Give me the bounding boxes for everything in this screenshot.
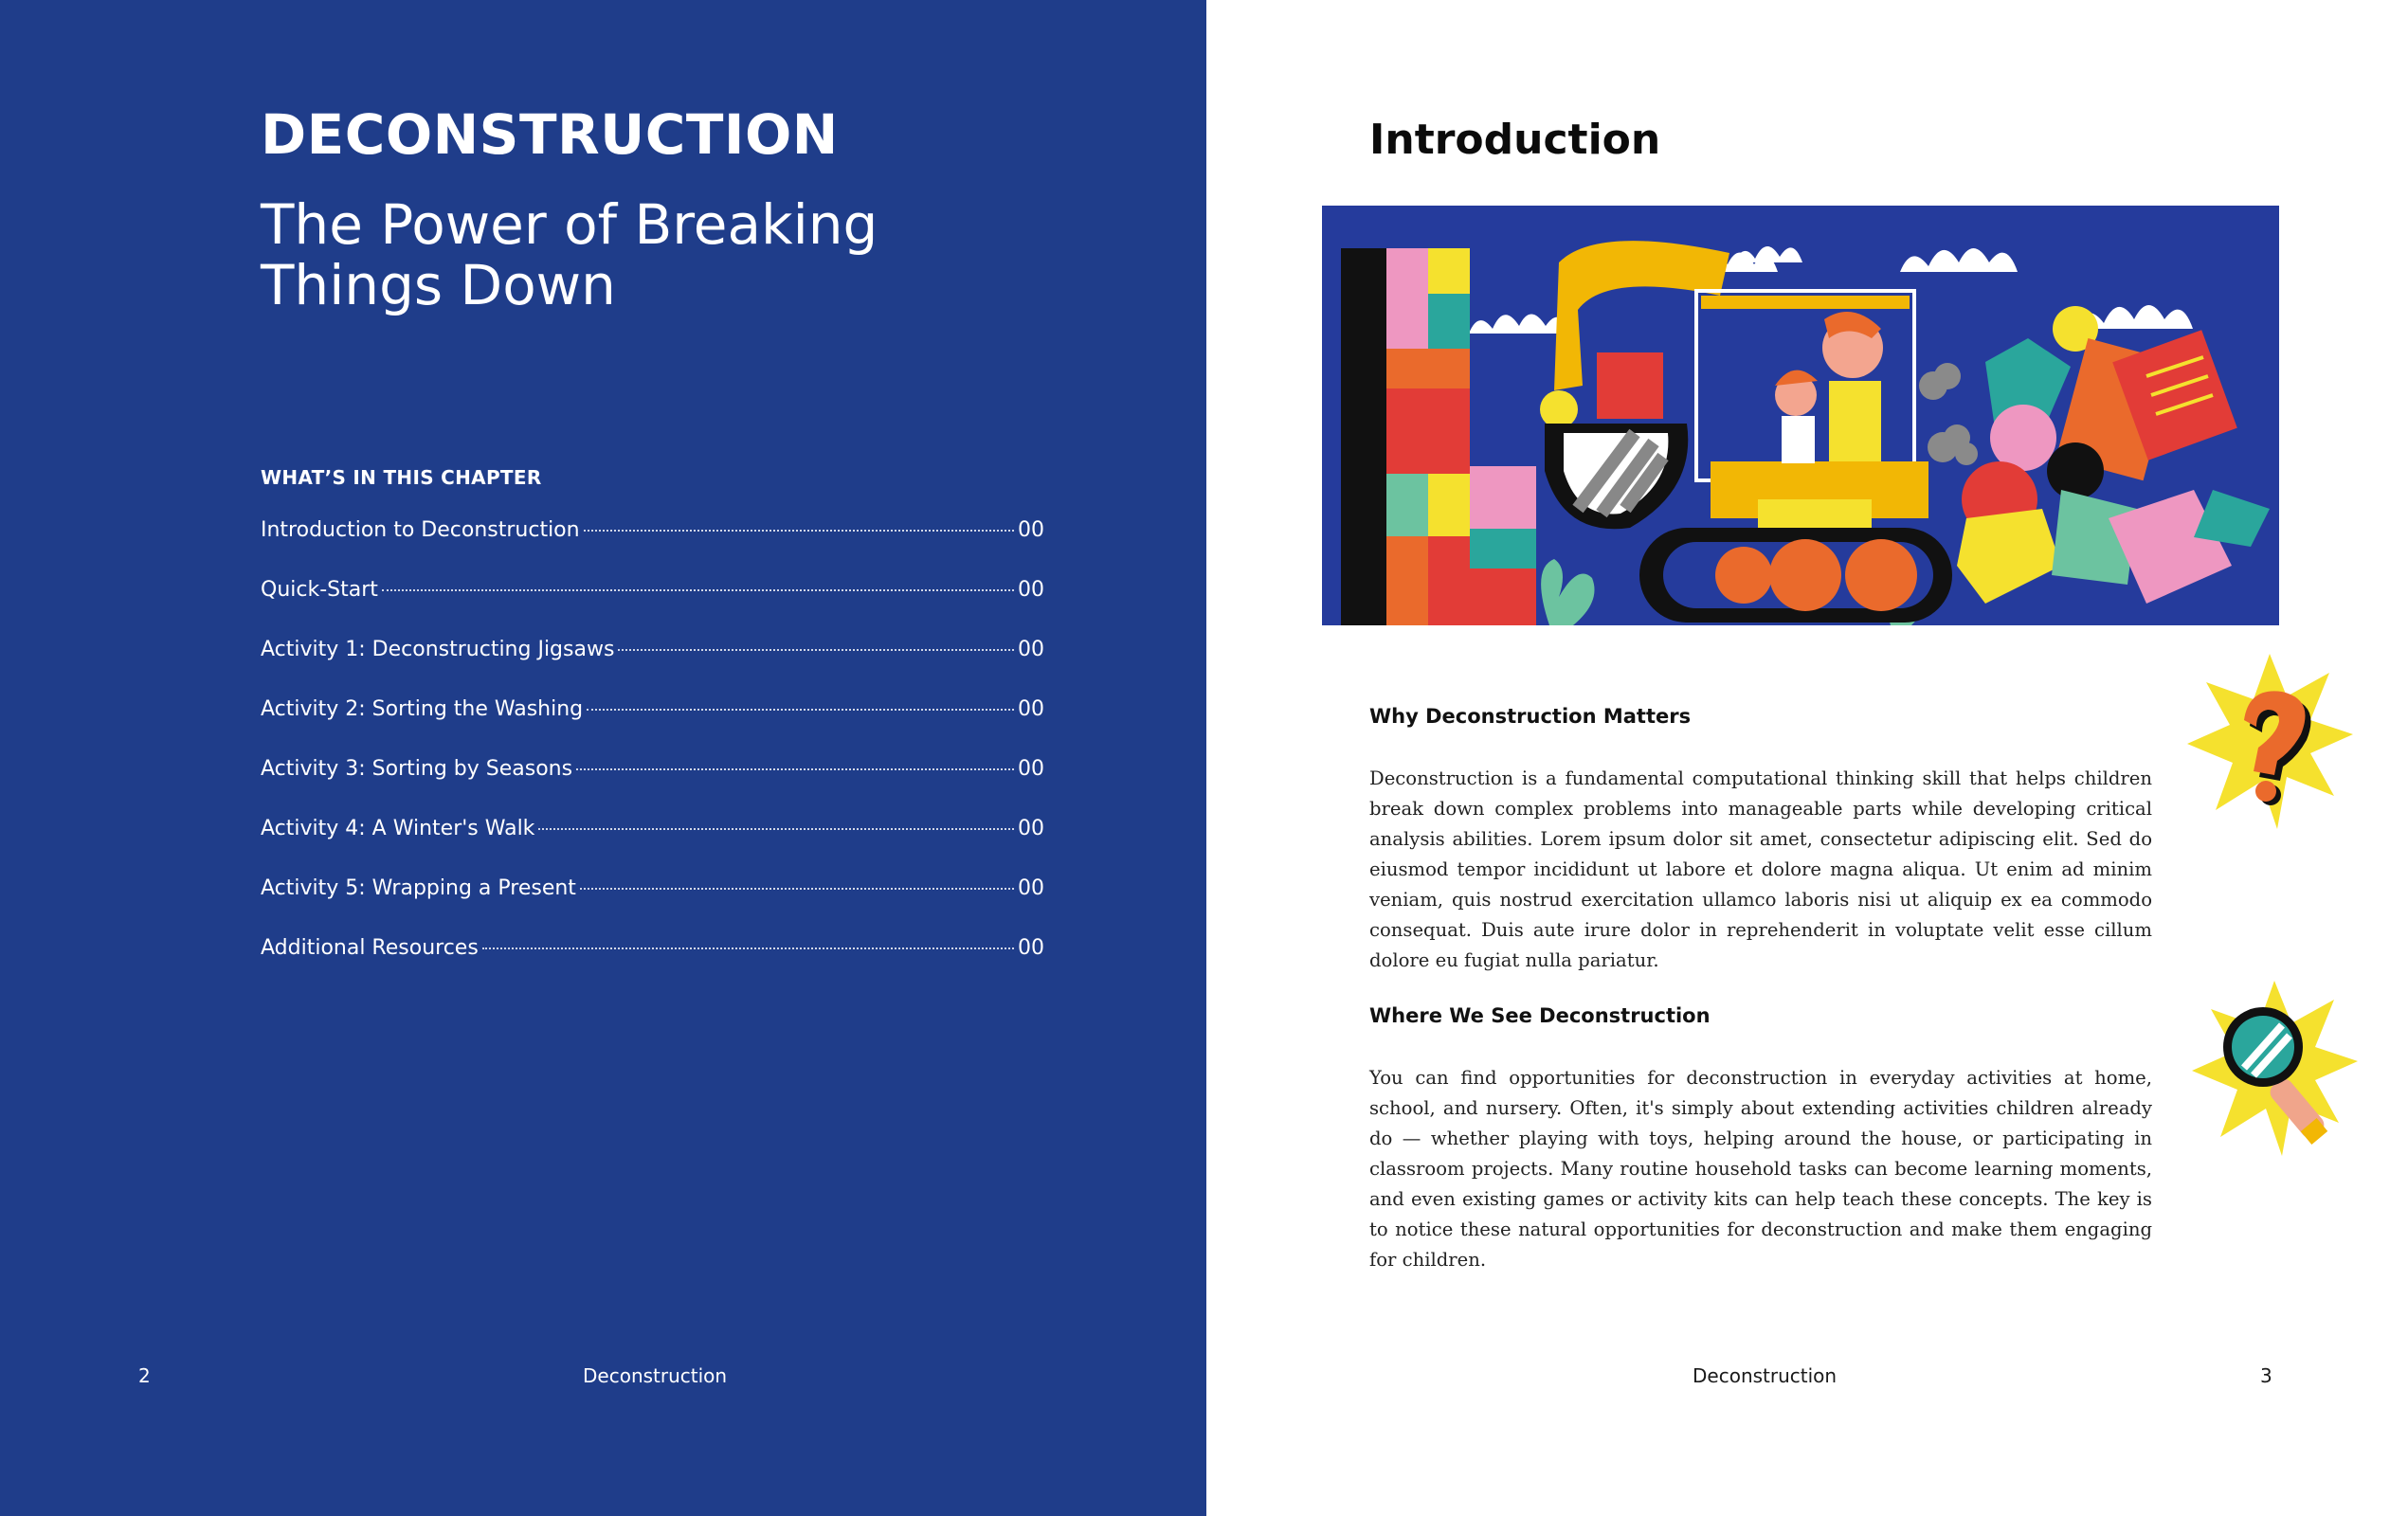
- magnifying-glass-icon: [2192, 981, 2358, 1156]
- toc-leader-dots: [482, 948, 1014, 949]
- toc-item-label: Activity 5: Wrapping a Present: [261, 876, 576, 900]
- table-of-contents: [261, 518, 1044, 996]
- toc-leader-dots: [580, 888, 1014, 890]
- toc-item-label: Activity 2: Sorting the Washing: [261, 697, 584, 721]
- section-body-why: Deconstruction is a fundamental computational thinking skill that helps children break down complex problems into manageable parts while developing critical analysis abilities. Lorem ipsum dolor sit amet, consectetur adipiscing elit. Sed do eiusmod tempor incididunt ut labore et dolore magna aliqua. Ut enim ad minim veniam, quis nostrud exercitation ullamco laboris nisi ut aliquip ex ea commodo consequat. Duis aute irure dolor in reprehenderit in voluptate velit esse cillum dolore eu fugiat nulla pariatur.: [1369, 767, 2152, 971]
- toc-item-page: 00: [1018, 518, 1044, 542]
- chapter-subtitle: The Power of Breaking Things Down: [261, 192, 878, 317]
- intro-title: Introduction: [1369, 116, 1661, 164]
- toc-item[interactable]: [261, 936, 1044, 996]
- toc-item[interactable]: [261, 578, 1044, 638]
- toc-item-label: Activity 4: A Winter's Walk: [261, 817, 535, 840]
- toc-item[interactable]: [261, 817, 1044, 876]
- toc-leader-dots: [584, 530, 1014, 532]
- toc-leader-dots: [587, 709, 1014, 711]
- toc-item[interactable]: [261, 876, 1044, 936]
- page-number-right: 3: [2260, 1364, 2272, 1387]
- excavator-illustration: [1322, 206, 2279, 625]
- toc-leader-dots: [538, 828, 1014, 830]
- toc-item-label: Activity 3: Sorting by Seasons: [261, 757, 573, 781]
- toc-item-label: Additional Resources: [261, 936, 479, 960]
- running-title-left: Deconstruction: [583, 1364, 728, 1387]
- section-heading-why: Why Deconstruction Matters: [1369, 705, 1692, 728]
- toc-item-label: Activity 1: Deconstructing Jigsaws: [261, 638, 615, 661]
- toc-item-label: Quick-Start: [261, 578, 378, 602]
- page-number-left: 2: [138, 1364, 151, 1387]
- toc-item-page: 00: [1018, 697, 1044, 721]
- toc-item[interactable]: [261, 757, 1044, 817]
- toc-item-page: 00: [1018, 817, 1044, 840]
- right-page: [1206, 0, 2408, 1516]
- section-heading-where: Where We See Deconstruction: [1369, 1004, 1711, 1027]
- toc-leader-dots: [618, 649, 1014, 651]
- section-body-where: You can find opportunities for deconstruction in everyday activities at home, school, and nursery. Often, it's simply about extending activities children already do — whether playing with toys, helping around the house, or participating in classroom projects. Many routine household tasks can become learning moments, and even existing games or activity kits can help teach these concepts. The key is to notice these natural opportunities for deconstruction and make them engaging for children.: [1369, 1067, 2152, 1271]
- toc-item-label: Introduction to Deconstruction: [261, 518, 580, 542]
- toc-item[interactable]: [261, 518, 1044, 578]
- toc-item[interactable]: [261, 638, 1044, 697]
- running-title-right: Deconstruction: [1693, 1364, 1838, 1387]
- toc-item-page: 00: [1018, 936, 1044, 960]
- toc-item-page: 00: [1018, 638, 1044, 661]
- toc-item[interactable]: [261, 697, 1044, 757]
- toc-heading: WHAT’S IN THIS CHAPTER: [261, 466, 542, 489]
- toc-leader-dots: [576, 768, 1014, 770]
- toc-item-page: 00: [1018, 757, 1044, 781]
- toc-item-page: 00: [1018, 876, 1044, 900]
- toc-item-page: 00: [1018, 578, 1044, 602]
- toc-leader-dots: [382, 589, 1014, 591]
- chapter-title: DECONSTRUCTION: [261, 102, 839, 167]
- question-mark-icon: [2187, 654, 2353, 829]
